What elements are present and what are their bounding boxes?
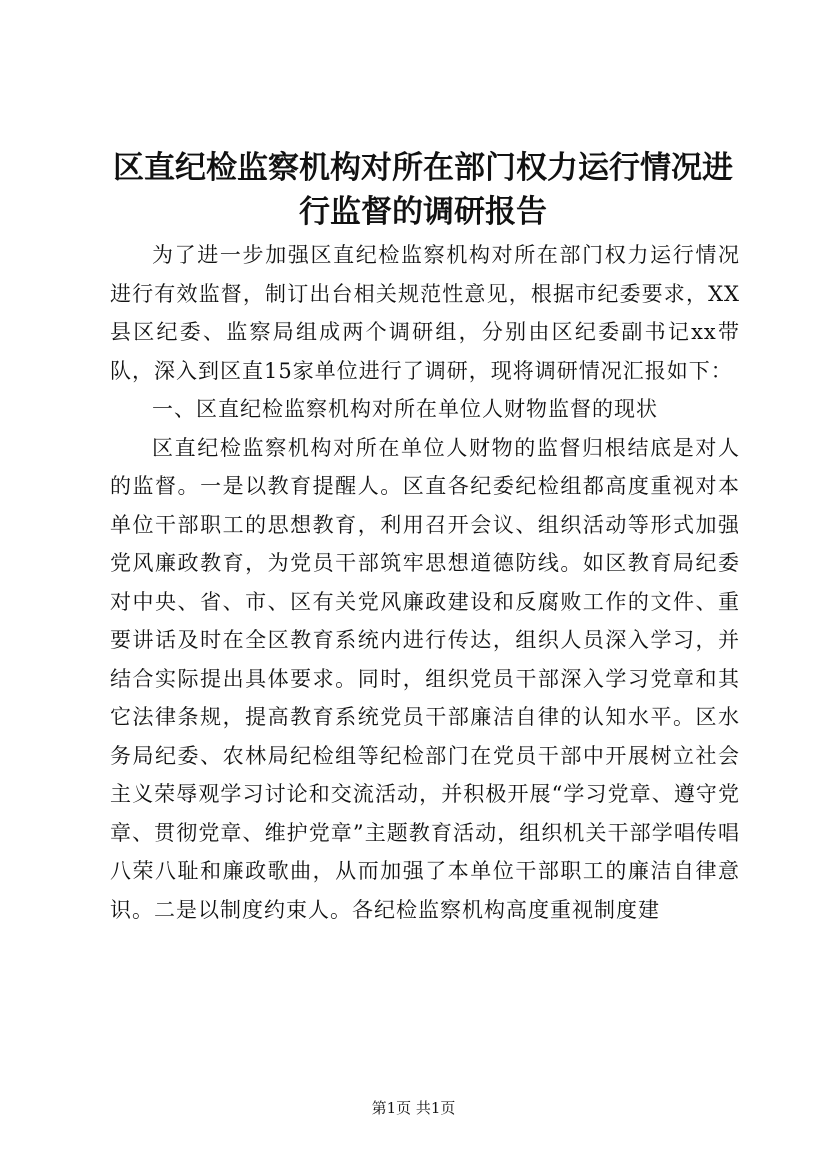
body-paragraph: 区直纪检监察机构对所在单位人财物的监督归根结底是对人的监督。一是以教育提醒人。区直各纪委纪检组都高度重视对本单位干部职工的思想教育，利用召开会议、组织活动等形式加强党风廉政教育，为党员干部筑牢思想道德防线。如区教育局纪委对中央、省、市、区有关党风廉政建设和反腐败工作的文件、重要讲话及时在全区教育系统内进行传达，组织人员深入学习，并结合实际提出具体要求。同时，组织党员干部深入学习党章和其它法律条规，提高教育系统党员干部廉洁自律的认知水平。区水务局纪委、农林局纪检组等纪检部门在党员干部中开展树立社会主义荣辱观学习讨论和交流活动，并积极开展“学习党章、遵守党章、贯彻党章、维护党章”主题教育活动，组织机关干部学唱传唱八荣八耻和廉政歌曲，从而加强了本单位干部职工的廉洁自律意识。二是以制度约束人。各纪检监察机构高度重视制度建: [110, 435, 740, 922]
document-body: [110, 236, 740, 929]
intro-paragraph: 为了进一步加强区直纪检监察机构对所在部门权力运行情况进行有效监督，制订出台相关规范性意见，根据市纪委要求，XX县区纪委、监察局组成两个调研组，分别由区纪委副书记xx带队，深入到区直15家单位进行了调研，现将调研情况汇报如下：: [110, 243, 740, 383]
section-heading: 一、区直纪检监察机构对所在单位人财物监督的现状: [152, 397, 658, 421]
page-footer: 第1页 共1页: [371, 1099, 456, 1117]
document-title: 区直纪检监察机构对所在部门权力运行情况进行监督的调研报告: [113, 150, 733, 230]
